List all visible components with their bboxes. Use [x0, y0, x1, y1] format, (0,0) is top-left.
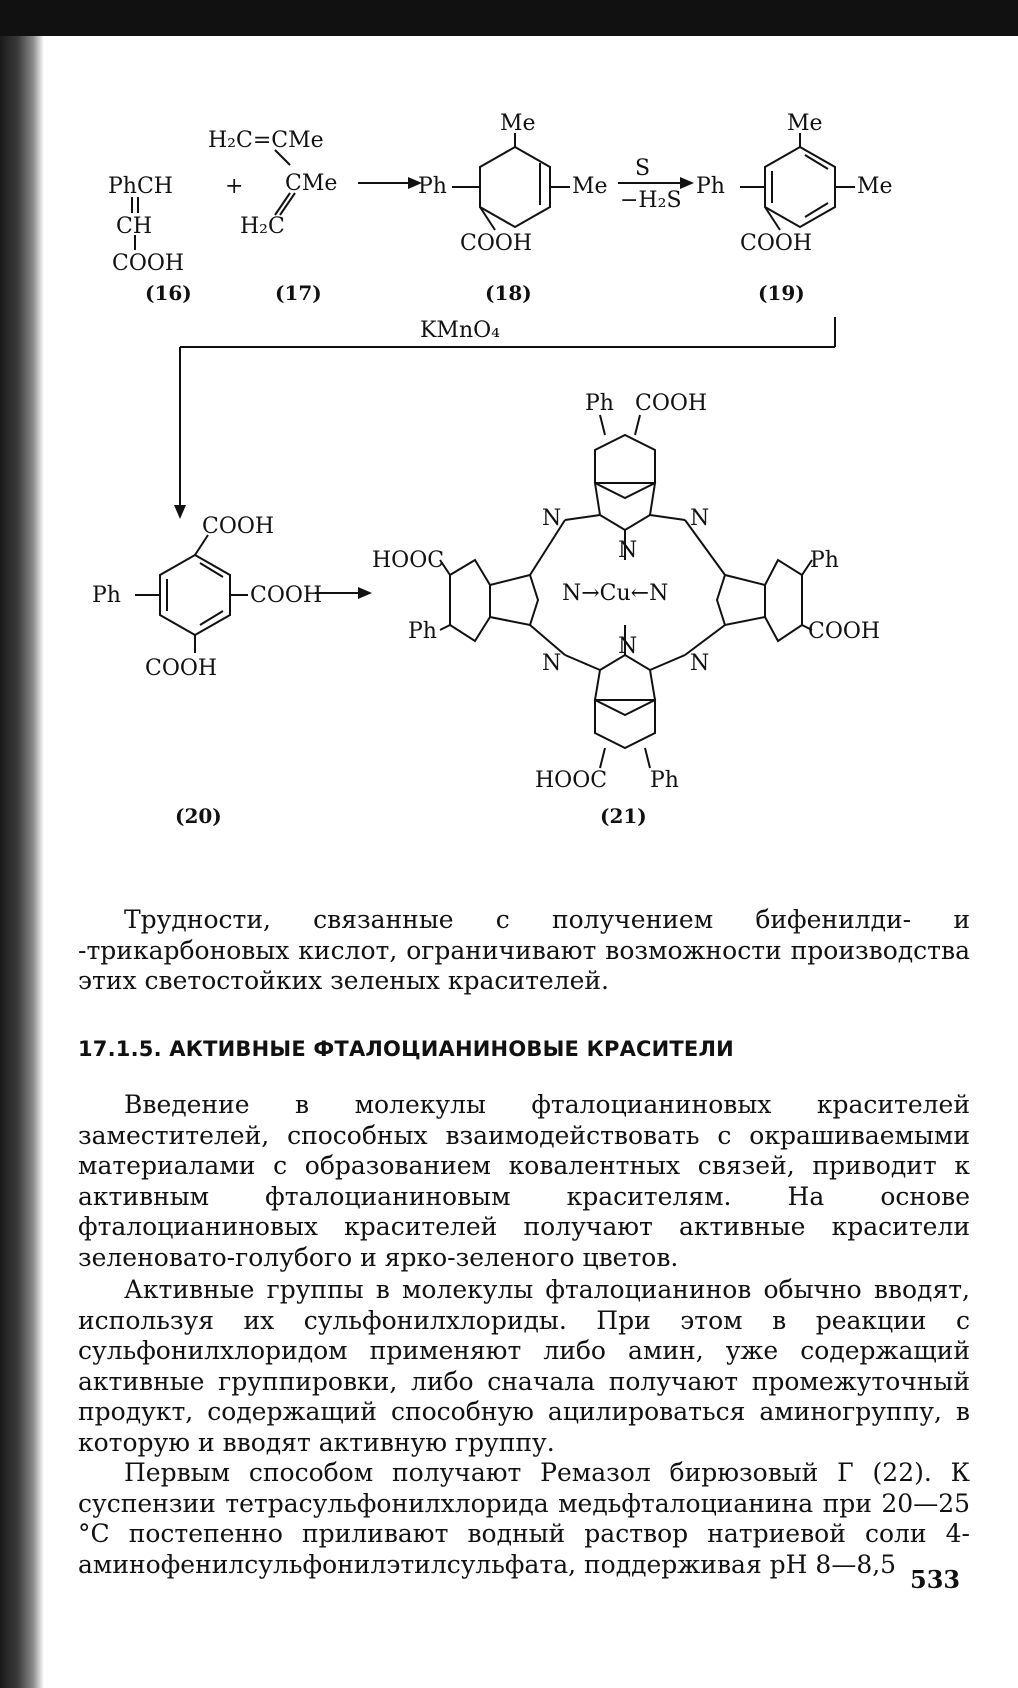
c16-cooh: COOH	[112, 251, 185, 276]
c21-n-meso-tl: N	[542, 506, 562, 531]
c20-cooh-bottom: COOH	[145, 656, 218, 681]
c21-hooc-left: HOOC	[372, 548, 445, 573]
c17-bot: H₂C	[240, 214, 285, 239]
reaction-scheme	[90, 105, 980, 885]
step-h2s: −H₂S	[620, 188, 682, 213]
c19-cooh: COOH	[740, 231, 813, 256]
c21-cooh-right: COOH	[808, 619, 881, 644]
c16-label: (16)	[145, 281, 192, 305]
c19-me-right: Me	[857, 174, 893, 199]
c19-label: (19)	[758, 281, 805, 305]
c20-cooh-top: COOH	[202, 514, 275, 539]
c21-n-meso-br: N	[690, 651, 710, 676]
c17-mid: CMe	[285, 171, 338, 196]
c20-label: (20)	[175, 804, 222, 828]
c18-label: (18)	[485, 281, 532, 305]
c16-ch: CH	[116, 214, 153, 239]
scan-top-border	[0, 0, 1018, 36]
c17-top: H₂C=CMe	[208, 128, 324, 153]
section-heading: 17.1.5. АКТИВНЫЕ ФТАЛОЦИАНИНОВЫЕ КРАСИТЕЛИ	[78, 1037, 734, 1061]
c21-ph-top: Ph	[585, 391, 614, 416]
c21-center: N→Cu←N	[562, 581, 669, 606]
oxidant-label: KMnO₄	[420, 318, 500, 343]
c21-ph-bottom: Ph	[650, 768, 679, 793]
c21-ph-left: Ph	[408, 619, 437, 644]
c19-me-top: Me	[787, 111, 823, 136]
c20-ph: Ph	[92, 583, 121, 608]
c18-cooh: COOH	[460, 231, 533, 256]
scan-binding-shadow	[0, 36, 44, 1688]
step-s: S	[635, 156, 651, 181]
c21-ph-right: Ph	[810, 548, 839, 573]
c20-cooh-right: COOH	[250, 583, 323, 608]
c17-plus: +	[225, 174, 244, 199]
c21-n-meso-tr: N	[690, 506, 710, 531]
c18-ph: Ph	[418, 174, 447, 199]
c21-label: (21)	[600, 804, 647, 828]
paragraph-2: Введение в молекулы фталоцианиновых красителей заместителей, способных взаимодействовать с окрашиваемыми материалами с образованием ковалентных связей, приводит к активным фталоцианиновым красителям. На основе фталоцианиновых красителей получают активные красители зеленовато-голубого и ярко-зеленого цветов.	[78, 1090, 970, 1272]
c16-phch: PhCH	[108, 174, 173, 199]
c19-ph: Ph	[696, 174, 725, 199]
c21-n-top: N	[618, 538, 638, 563]
paragraph-4: Первым способом получают Ремазол бирюзовый Г (22). К суспензии тетрасульфонилхлорида медьфталоцианина при 20—25 °C постепенно приливают водный раствор натриевой соли 4-аминофенилсульфонилэтилсульфата, поддерживая pH 8—8,5	[78, 1458, 970, 1579]
paragraph-1: Трудности, связанные с получением бифенилди- и -трикарбоновых кислот, ограничивают возможности производства этих светостойких зеленых красителей.	[78, 905, 970, 995]
c21-n-meso-bl: N	[542, 651, 562, 676]
c21-n-bottom: N	[618, 634, 638, 659]
c18-me-top: Me	[500, 111, 536, 136]
page-number: 533	[910, 1565, 961, 1594]
c21-cooh-top: COOH	[635, 391, 708, 416]
c17-label: (17)	[275, 281, 322, 305]
c21-hooc-bottom: HOOC	[535, 768, 608, 793]
c18-me-right: Me	[572, 174, 608, 199]
paragraph-3: Активные группы в молекулы фталоцианинов обычно вводят, используя их сульфонилхлориды. При этом в реакции с сульфонилхлоридом применяют либо амин, уже содержащий активные группировки, либо сначала получают промежуточный продукт, содержащий способную ацилироваться аминогруппу, в которую и вводят активную группу.	[78, 1275, 970, 1457]
